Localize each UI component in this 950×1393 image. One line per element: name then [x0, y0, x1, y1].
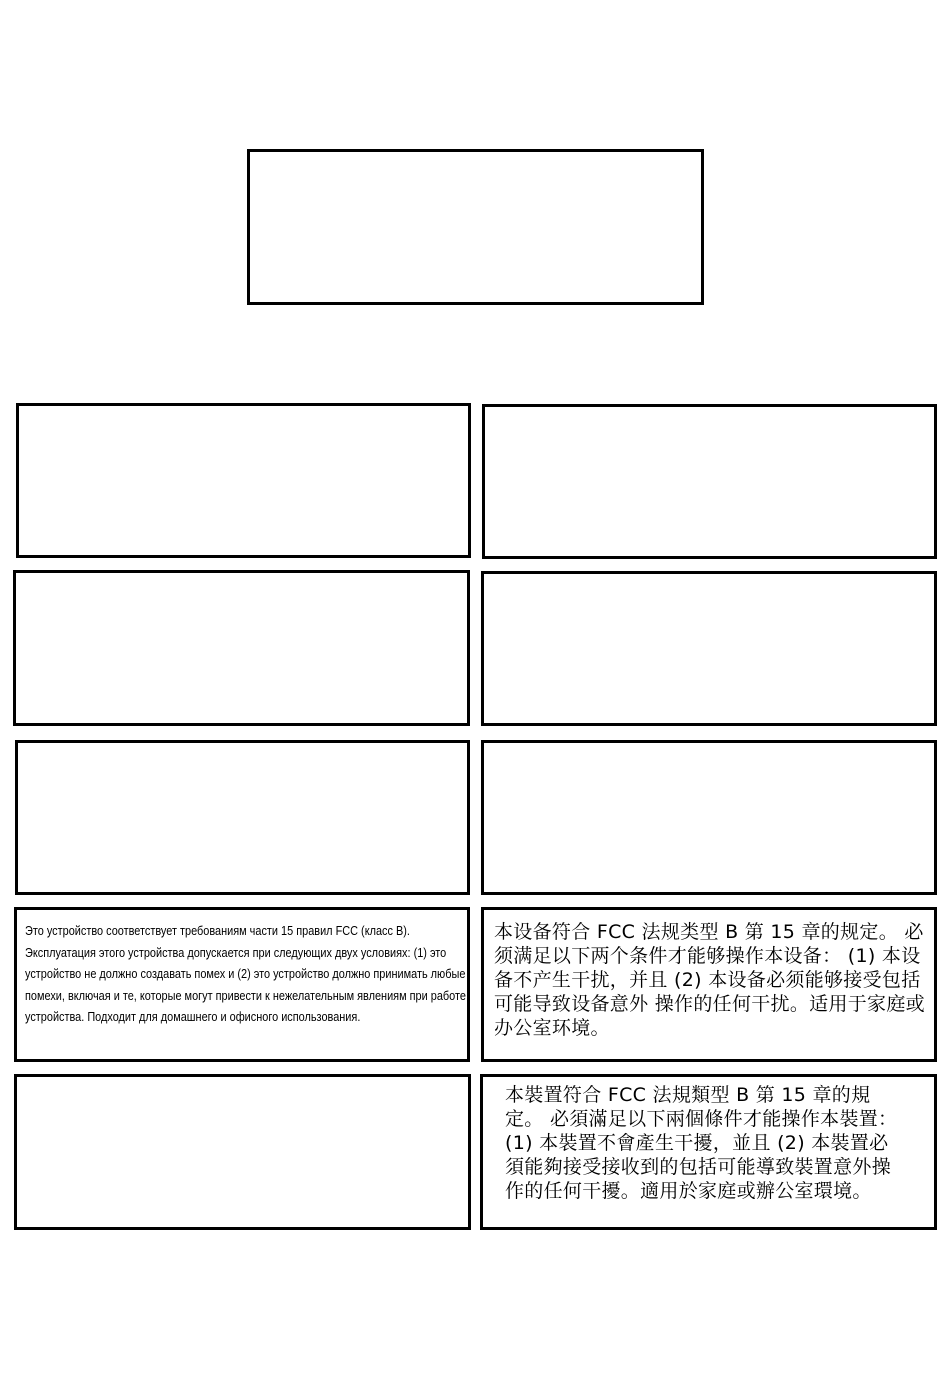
- header-empty-box: [247, 149, 704, 305]
- notice-box-empty: [482, 404, 937, 559]
- notice-box-empty: [481, 740, 937, 895]
- notice-box-empty: [15, 740, 470, 895]
- fcc-notice-chinese-simplified: 本设备符合 FCC 法规类型 B 第 15 章的规定。 必须满足以下两个条件才能够操作本设备： (1) 本设备不产生干扰，并且 (2) 本设备必须能够接受包括可能导致设备意外 操作的任何干扰。适用于家庭或办公室环境。: [494, 921, 925, 1039]
- notice-box-russian: [14, 907, 470, 1062]
- notice-box-empty: [13, 570, 470, 726]
- notice-box-chinese-traditional: [480, 1074, 937, 1230]
- notice-box-chinese-simplified: [481, 907, 937, 1062]
- fcc-notice-russian: Это устройство соответствует требованиям части 15 правил FCC (класс B). Эксплуатация этого устройства допускается при следующих двух условиях: (1) это устройство не должно создавать помех и (2) это устройство должно принимать любые помехи, включая и те, которые могут привести к нежелательным явлениям при работе устройства. Подходит для домашнего и офисного использования.: [25, 923, 466, 1024]
- notice-box-empty: [481, 571, 937, 726]
- notice-box-empty: [14, 1074, 471, 1230]
- fcc-notice-chinese-traditional: 本裝置符合 FCC 法規類型 B 第 15 章的規定。 必須滿足以下兩個條件才能操作本裝置：(1) 本裝置不會產生干擾，並且 (2) 本裝置必須能夠接受接收到的包括可能導致裝置意外操作的任何干擾。適用於家庭或辦公室環境。: [505, 1084, 898, 1202]
- notice-box-empty: [16, 403, 471, 558]
